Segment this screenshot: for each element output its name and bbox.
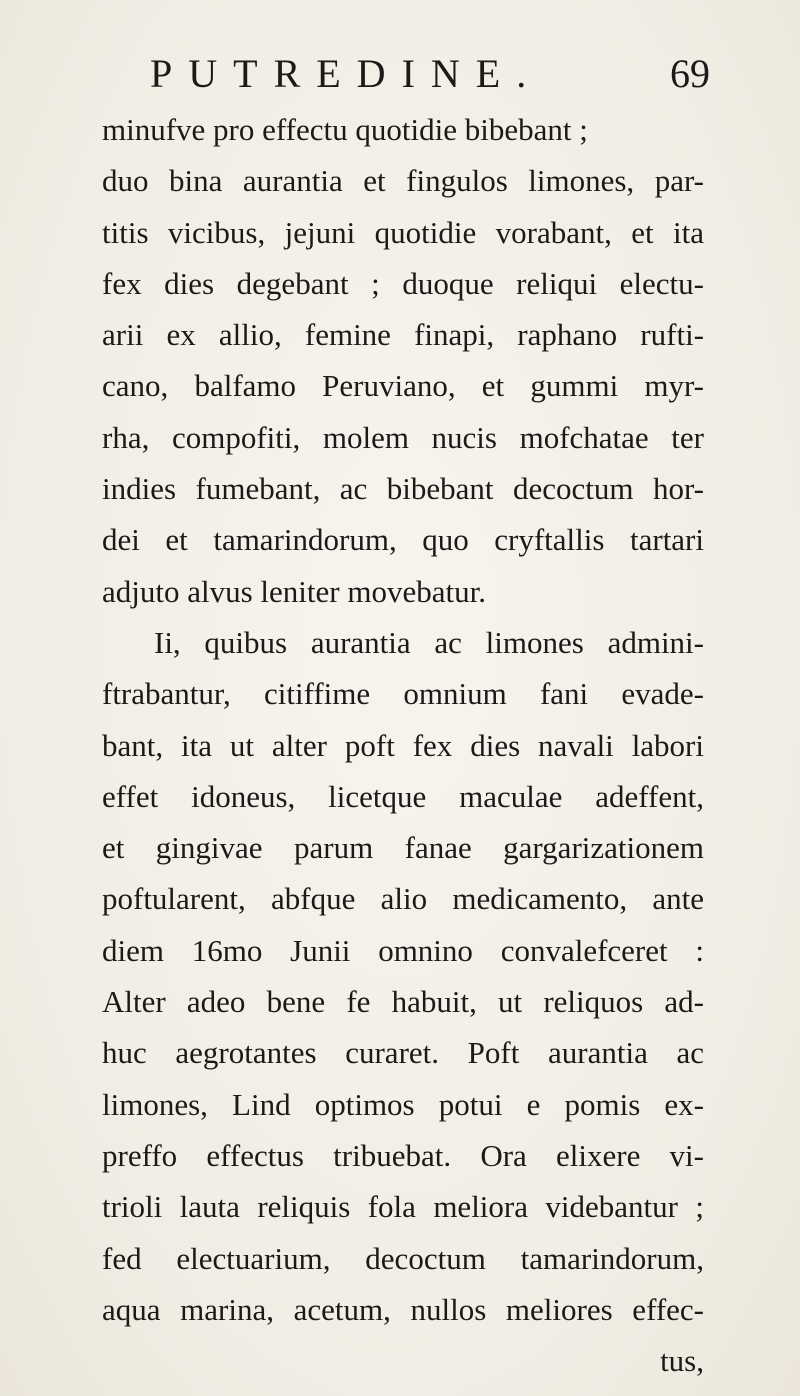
running-head	[150, 44, 710, 104]
text-line: diem 16mo Junii omnino convalefceret :	[102, 932, 704, 968]
text-line: huc aegrotantes curaret. Poft aurantia ac	[102, 1035, 704, 1071]
page-number: 69	[670, 51, 710, 96]
text-line: adjuto alvus leniter movebatur.	[102, 573, 486, 609]
text-line: titis vicibus, jejuni quotidie vorabant, et ita	[102, 214, 704, 250]
text-line: dei et tamarindorum, quo cryftallis tartari	[102, 522, 704, 558]
text-line: aqua marina, acetum, nullos meliores effec-	[102, 1291, 704, 1327]
text-line: indies fumebant, ac bibebant decoctum hor-	[102, 471, 704, 507]
paragraph-first-line: Ii, quibus aurantia ac limones admini-	[154, 624, 704, 660]
text-line: ftrabantur, citiffime omnium fani evade-	[102, 676, 704, 712]
text-line: rha, compofiti, molem nucis mofchatae ter	[102, 419, 704, 455]
text-line: poftularent, abfque alio medicamento, ante	[102, 881, 704, 917]
running-title: PUTREDINE.	[150, 51, 543, 96]
text-line: trioli lauta reliquis fola meliora videbantur ;	[102, 1189, 704, 1225]
text-line: Alter adeo bene fe habuit, ut reliquos ad-	[102, 984, 704, 1020]
catchword: tus,	[660, 1343, 704, 1379]
text-line: preffo effectus tribuebat. Ora elixere vi-	[102, 1137, 704, 1173]
text-line: fed electuarium, decoctum tamarindorum,	[102, 1240, 704, 1276]
text-line: effet idoneus, licetque maculae adeffent,	[102, 778, 704, 814]
text-line: minufve pro effectu quotidie bibebant ;	[102, 112, 588, 147]
text-line: fex dies degebant ; duoque reliqui electu-	[102, 265, 704, 301]
text-line: limones, Lind optimos potui e pomis ex-	[102, 1086, 704, 1122]
body-text	[102, 104, 704, 1386]
text-line: et gingivae parum fanae gargarizationem	[102, 830, 704, 866]
text-line: cano, balfamo Peruviano, et gummi myr-	[102, 368, 704, 404]
text-line: bant, ita ut alter poft fex dies navali labori	[102, 727, 704, 763]
text-line: duo bina aurantia et fingulos limones, par-	[102, 163, 704, 199]
text-line: arii ex allio, femine finapi, raphano rufti-	[102, 317, 704, 353]
